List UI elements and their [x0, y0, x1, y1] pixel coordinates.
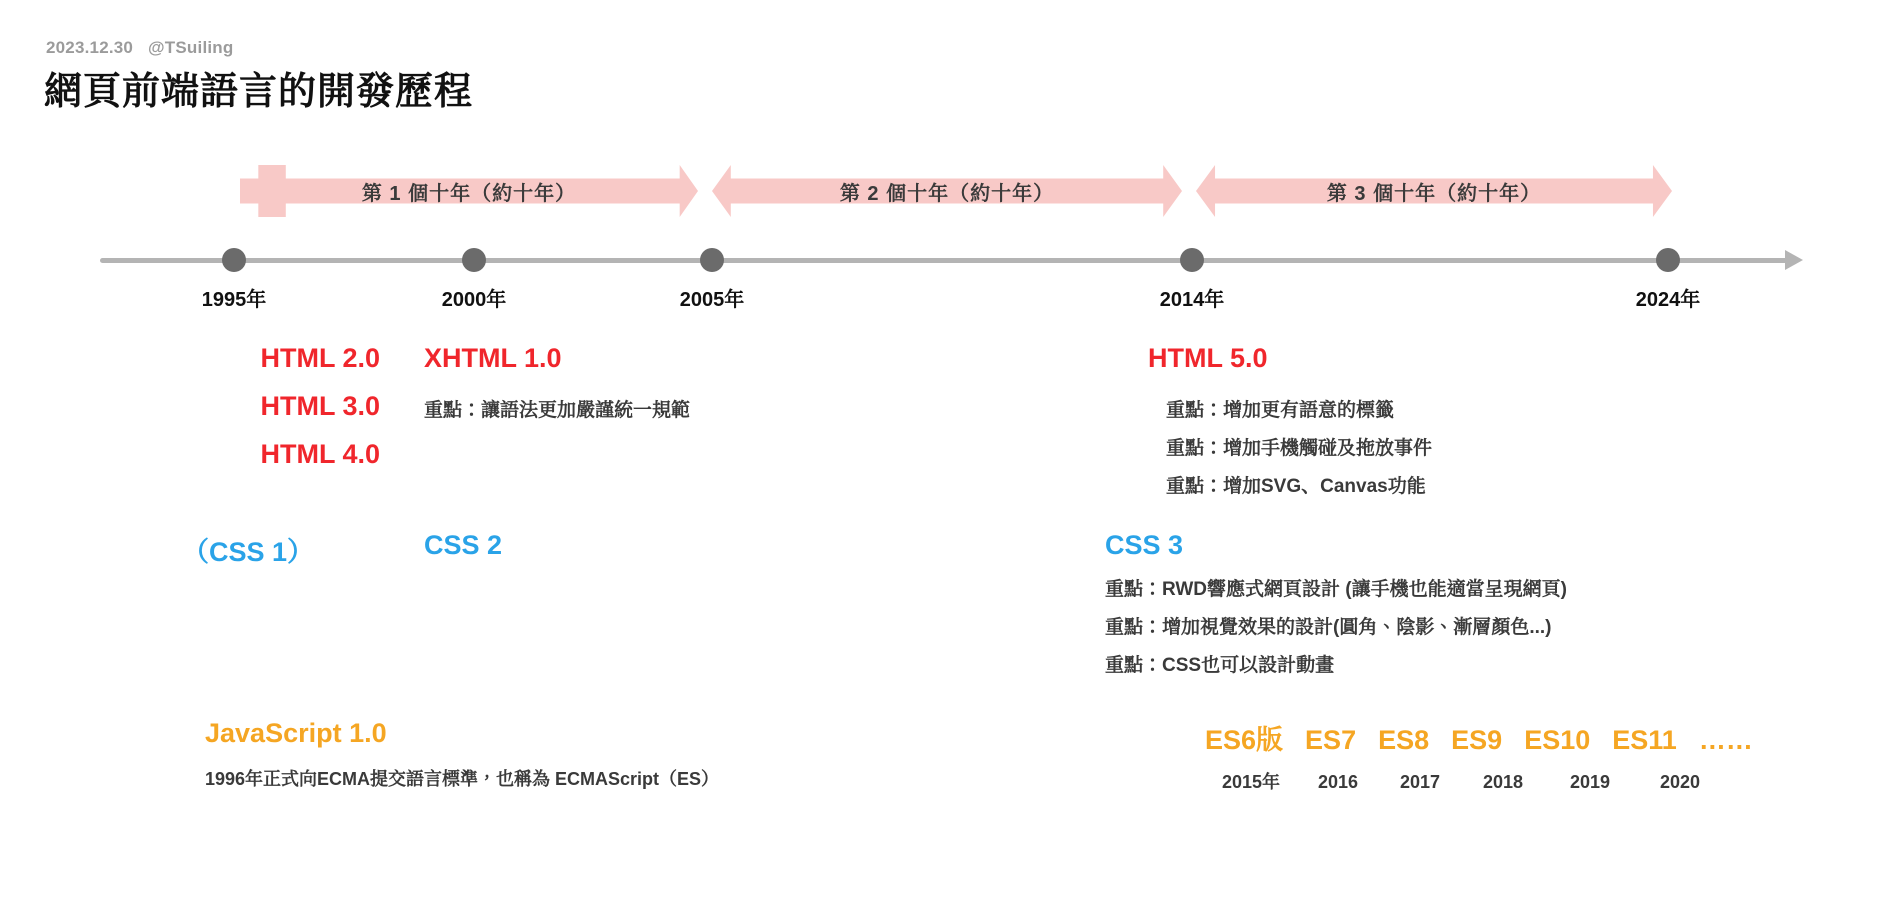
- timeline-dot-2005: [700, 248, 724, 272]
- page-title: 網頁前端語言的開發歷程: [44, 71, 474, 113]
- es-version-es8: ES8: [1378, 725, 1430, 755]
- timeline-year-2000: 2000年: [441, 289, 507, 311]
- html-version-2: HTML 2.0: [260, 343, 380, 373]
- es-version-es6: ES6版: [1205, 725, 1284, 755]
- decade-band-1: [240, 165, 698, 217]
- javascript-title: JavaScript 1.0: [205, 718, 387, 748]
- es-year-2019: 2019: [1569, 772, 1611, 792]
- timeline-year-2014: 2014年: [1159, 289, 1225, 311]
- css3-note-3: 重點：CSS也可以設計動畫: [1105, 655, 1335, 676]
- decade-band-1-label: 第 1 個十年（約十年）: [361, 182, 577, 205]
- html5-note-2: 重點：增加手機觸碰及拖放事件: [1166, 438, 1433, 459]
- html-version-4: HTML 4.0: [260, 439, 380, 469]
- es-year-2017: 2017: [1399, 772, 1441, 792]
- timeline-dot-2024: [1656, 248, 1680, 272]
- html-version-3: HTML 3.0: [260, 391, 380, 421]
- javascript-group: [205, 718, 719, 797]
- es-version-es7: ES7: [1305, 725, 1357, 755]
- es-year-2015: 2015年: [1221, 772, 1281, 792]
- timeline-dot-1995: [222, 248, 246, 272]
- css3-note-2: 重點：增加視覺效果的設計(圓角、陰影、漸層顏色...): [1105, 617, 1552, 638]
- timeline-year-1995: 1995年: [201, 289, 267, 311]
- decade-band-3: [1196, 165, 1672, 217]
- es-version-more: ……: [1698, 725, 1753, 755]
- decade-band-3-label: 第 3 個十年（約十年）: [1326, 182, 1542, 205]
- author-handle: @TSuiling: [148, 38, 234, 57]
- es-year-2018: 2018: [1482, 772, 1524, 792]
- timeline-dot-2014: [1180, 248, 1204, 272]
- timeline-year-2024: 2024年: [1635, 289, 1701, 311]
- es-version-es10: ES10: [1524, 725, 1591, 755]
- es-year-2020: 2020: [1659, 772, 1701, 792]
- publish-date: 2023.12.30: [46, 38, 134, 57]
- es-year-2016: 2016: [1317, 772, 1359, 792]
- css1-title: （CSS 1）: [182, 537, 315, 567]
- decade-band-2-label: 第 2 個十年（約十年）: [839, 182, 1055, 205]
- html5-note-1: 重點：增加更有語意的標籤: [1166, 400, 1395, 421]
- html5-note-3: 重點：增加SVG、Canvas功能: [1166, 476, 1426, 497]
- es-version-es9: ES9: [1451, 725, 1503, 755]
- timeline-dot-2000: [462, 248, 486, 272]
- html-1995-group: [100, 334, 380, 478]
- timeline-year-2005: 2005年: [679, 289, 745, 311]
- css3-title: CSS 3: [1105, 530, 1184, 560]
- javascript-note: 1996年正式向ECMA提交語言標準，也稱為 ECMAScript（ES）: [205, 769, 720, 789]
- html5-2014-group: [1148, 334, 1432, 506]
- timeline-axis: [100, 258, 1790, 263]
- xhtml-note: 重點：讓語法更加嚴謹統一規範: [424, 400, 691, 421]
- decade-band-2: [712, 165, 1182, 217]
- meta-line: [46, 38, 233, 58]
- xhtml-2000-group: [424, 334, 690, 430]
- ecmascript-versions: [1205, 718, 1753, 757]
- css2-title: CSS 2: [424, 530, 503, 560]
- es-version-es11: ES11: [1612, 725, 1677, 755]
- css1-group: [182, 530, 314, 569]
- xhtml-title: XHTML 1.0: [424, 343, 562, 373]
- css3-group: [1105, 530, 1567, 685]
- ecmascript-years: [1205, 768, 1725, 794]
- css2-group: [424, 530, 502, 561]
- timeline-axis-arrow-icon: [1785, 250, 1803, 270]
- html5-title: HTML 5.0: [1148, 343, 1268, 373]
- css3-note-1: 重點：RWD響應式網頁設計 (讓手機也能適當呈現網頁): [1105, 579, 1567, 600]
